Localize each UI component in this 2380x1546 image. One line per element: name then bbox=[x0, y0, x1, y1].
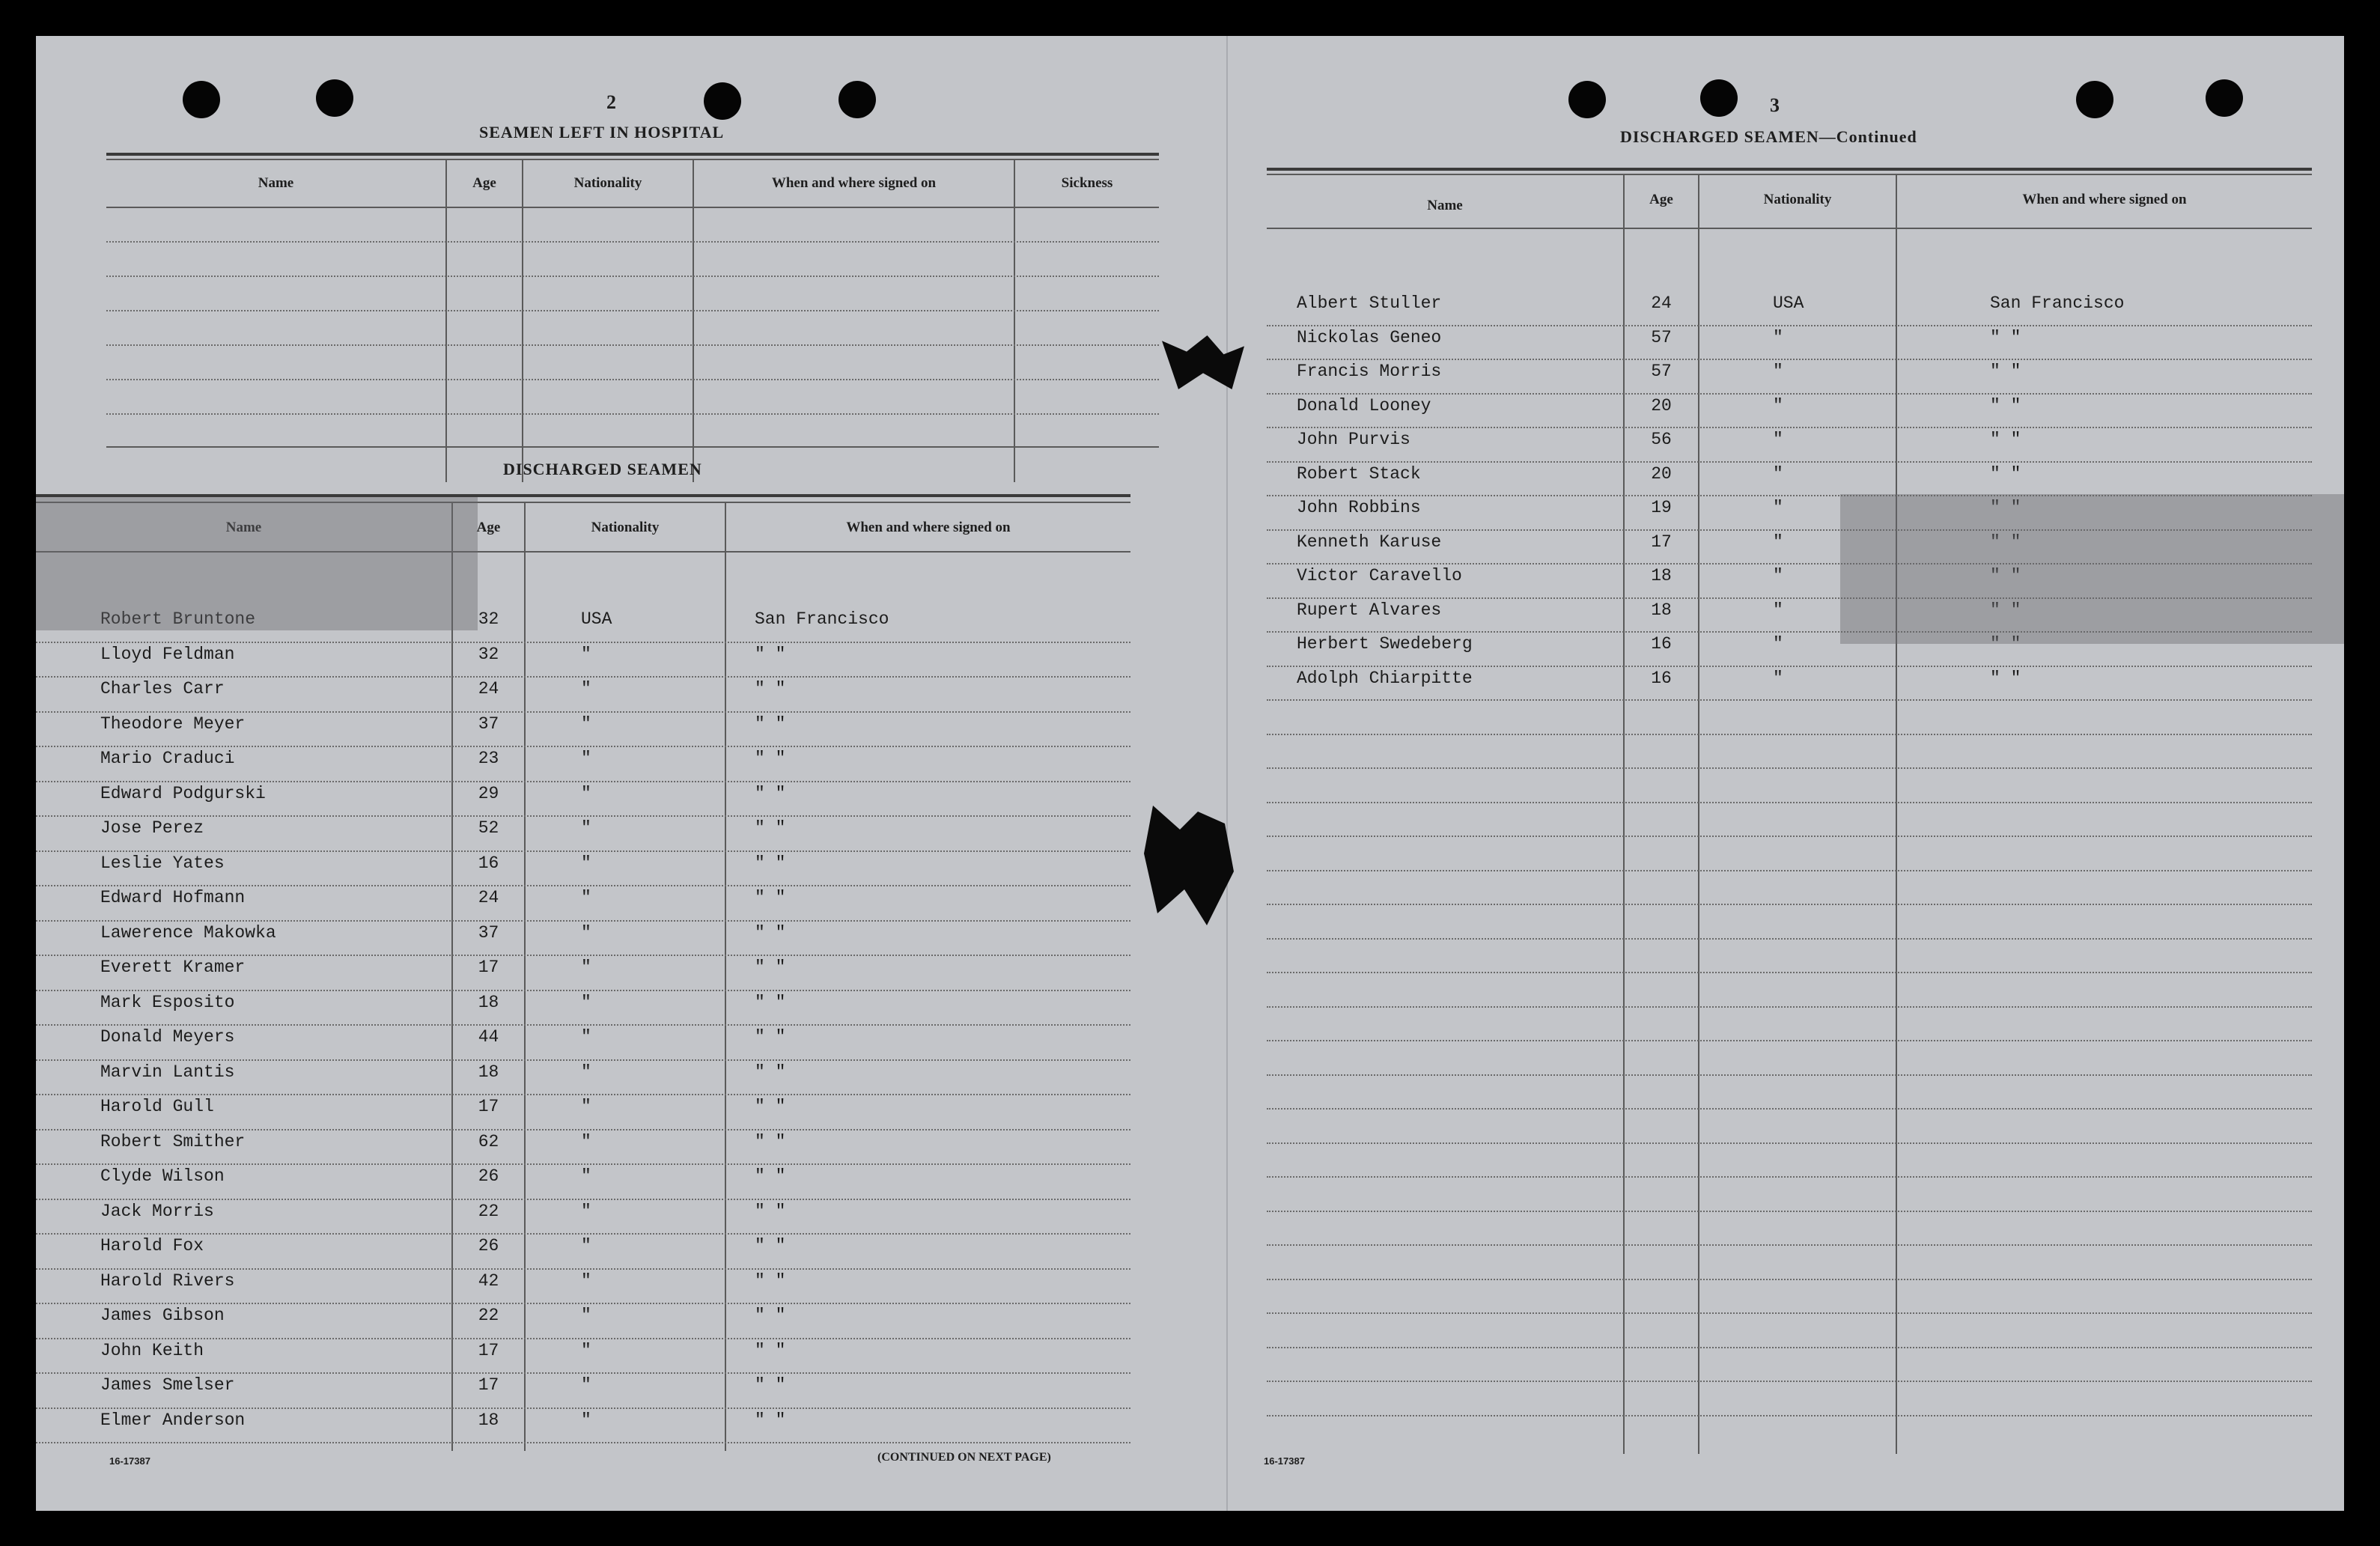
seaman-name: Jack Morris bbox=[100, 1201, 214, 1221]
seaman-signed-on: " " bbox=[1990, 362, 2021, 381]
seaman-name: Victor Caravello bbox=[1297, 566, 1462, 585]
seaman-name: Harold Fox bbox=[100, 1236, 204, 1256]
seaman-name: Francis Morris bbox=[1297, 362, 1442, 381]
seaman-age: 29 bbox=[478, 783, 499, 803]
column-header-age: Age bbox=[472, 175, 496, 191]
seaman-name: Leslie Yates bbox=[100, 853, 225, 873]
page-number: 3 bbox=[1770, 94, 1780, 116]
seaman-age: 16 bbox=[1651, 634, 1672, 654]
seaman-name: Mario Craduci bbox=[100, 749, 235, 768]
seaman-nationality: " bbox=[581, 1131, 591, 1151]
seaman-nationality: " bbox=[1773, 395, 1783, 416]
seaman-age: 19 bbox=[1651, 498, 1672, 517]
ruled-line bbox=[1267, 972, 2312, 973]
seaman-age: 57 bbox=[1651, 327, 1672, 347]
seaman-age: 22 bbox=[478, 1201, 499, 1221]
seaman-name: Herbert Swedeberg bbox=[1297, 634, 1473, 654]
ruled-line bbox=[1267, 1244, 2312, 1246]
table-row bbox=[1267, 359, 2312, 389]
seaman-age: 16 bbox=[478, 853, 499, 873]
table-row bbox=[36, 990, 1130, 1020]
seaman-nationality: " bbox=[581, 1201, 591, 1221]
seaman-nationality: " bbox=[581, 818, 591, 838]
seaman-signed-on: " " bbox=[755, 818, 786, 838]
seaman-name: John Robbins bbox=[1297, 498, 1421, 517]
punch-hole bbox=[1700, 79, 1738, 117]
seaman-age: 17 bbox=[478, 1097, 499, 1116]
seaman-name: Theodore Meyer bbox=[100, 713, 246, 734]
column-header-signed-on: When and where signed on bbox=[2022, 192, 2187, 207]
seaman-signed-on: " " bbox=[755, 1375, 786, 1395]
seaman-age: 57 bbox=[1651, 362, 1672, 381]
table-row bbox=[36, 1233, 1130, 1263]
ruled-line bbox=[1267, 1176, 2312, 1178]
seaman-name: Lawerence Makowka bbox=[100, 922, 276, 943]
table-row bbox=[1267, 461, 2312, 491]
seaman-age: 18 bbox=[478, 1410, 499, 1430]
ruled-line bbox=[1267, 699, 2312, 701]
seaman-nationality: " bbox=[581, 679, 591, 699]
page-number: 2 bbox=[606, 91, 616, 113]
seaman-name: Elmer Anderson bbox=[100, 1410, 246, 1430]
seaman-nationality: " bbox=[1773, 430, 1783, 449]
seaman-age: 37 bbox=[478, 922, 499, 943]
table-row bbox=[1267, 325, 2312, 355]
discharged-table-right bbox=[1267, 168, 2312, 1470]
column-header-signed-on: When and where signed on bbox=[846, 520, 1011, 535]
seaman-age: 18 bbox=[478, 1062, 499, 1082]
seaman-name: Nickolas Geneo bbox=[1297, 327, 1442, 347]
ruled-line bbox=[1267, 1211, 2312, 1212]
seaman-age: 24 bbox=[1651, 293, 1672, 313]
seaman-signed-on: " " bbox=[755, 1340, 786, 1360]
ledger-sheet bbox=[36, 36, 2344, 1511]
ruled-line bbox=[1267, 1312, 2312, 1314]
punch-hole bbox=[2076, 81, 2113, 118]
table-row bbox=[1267, 666, 2312, 696]
seaman-name: Jose Perez bbox=[100, 818, 204, 838]
seaman-age: 17 bbox=[478, 1340, 499, 1360]
seaman-nationality: " bbox=[1773, 634, 1783, 654]
seaman-signed-on: " " bbox=[755, 958, 786, 977]
seaman-signed-on: " " bbox=[1990, 430, 2021, 449]
seaman-nationality: " bbox=[581, 958, 591, 977]
seaman-signed-on: " " bbox=[1990, 498, 2021, 517]
seaman-age: 56 bbox=[1651, 430, 1672, 449]
seaman-nationality: " bbox=[1773, 600, 1783, 620]
seaman-signed-on: " " bbox=[755, 1306, 786, 1325]
seaman-age: 42 bbox=[478, 1270, 499, 1291]
ruled-line bbox=[1267, 1142, 2312, 1144]
tape-strip bbox=[1840, 494, 2344, 644]
punch-hole bbox=[183, 81, 220, 118]
table-row bbox=[1267, 393, 2312, 423]
seaman-name: Clyde Wilson bbox=[100, 1166, 225, 1186]
column-header-name: Name bbox=[1427, 198, 1463, 213]
seaman-nationality: " bbox=[581, 783, 591, 803]
table-row bbox=[36, 711, 1130, 741]
seaman-nationality: USA bbox=[581, 609, 612, 629]
seaman-nationality: " bbox=[1773, 668, 1783, 688]
seaman-signed-on: " " bbox=[1990, 463, 2021, 484]
seaman-signed-on: " " bbox=[755, 922, 786, 943]
seaman-name: James Smelser bbox=[100, 1375, 235, 1395]
punch-hole bbox=[316, 79, 353, 117]
table-row bbox=[36, 1268, 1130, 1298]
seaman-age: 32 bbox=[478, 609, 499, 629]
punch-hole bbox=[2206, 79, 2243, 117]
punch-hole bbox=[704, 82, 741, 120]
table-row bbox=[36, 885, 1130, 915]
table-row bbox=[36, 1024, 1130, 1054]
column-header-nationality: Nationality bbox=[1763, 192, 1832, 207]
ruled-line bbox=[1267, 904, 2312, 905]
seaman-name: Marvin Lantis bbox=[100, 1062, 235, 1082]
seaman-age: 17 bbox=[478, 958, 499, 977]
seaman-age: 52 bbox=[478, 818, 499, 838]
seaman-signed-on: " " bbox=[755, 992, 786, 1012]
column-header-nationality: Nationality bbox=[591, 520, 660, 535]
hospital-table bbox=[106, 153, 1159, 482]
seaman-signed-on: " " bbox=[755, 853, 786, 873]
seaman-name: Adolph Chiarpitte bbox=[1297, 668, 1473, 688]
seaman-nationality: " bbox=[581, 1340, 591, 1360]
seaman-signed-on: " " bbox=[755, 644, 786, 664]
seaman-signed-on: San Francisco bbox=[755, 609, 889, 629]
seaman-name: James Gibson bbox=[100, 1306, 225, 1325]
seaman-signed-on: " " bbox=[755, 783, 786, 803]
seaman-nationality: " bbox=[581, 992, 591, 1012]
seaman-nationality: " bbox=[581, 1375, 591, 1395]
seaman-signed-on: " " bbox=[755, 1201, 786, 1221]
seaman-name: Edward Podgurski bbox=[100, 783, 266, 803]
seaman-nationality: " bbox=[1773, 498, 1783, 517]
paper-damage bbox=[1144, 806, 1234, 925]
seaman-nationality: " bbox=[581, 888, 591, 907]
seaman-name: Rupert Alvares bbox=[1297, 600, 1442, 620]
seaman-signed-on: San Francisco bbox=[1990, 293, 2125, 313]
center-fold bbox=[1226, 36, 1228, 1511]
seaman-nationality: " bbox=[581, 1236, 591, 1256]
seaman-nationality: " bbox=[581, 1166, 591, 1186]
ruled-line bbox=[36, 1442, 1130, 1443]
seaman-nationality: " bbox=[581, 1410, 591, 1430]
seaman-name: Donald Meyers bbox=[100, 1027, 235, 1047]
ruled-line bbox=[1267, 938, 2312, 940]
ruled-line bbox=[1267, 802, 2312, 803]
tape-strip bbox=[36, 497, 478, 630]
seaman-signed-on: " " bbox=[755, 888, 786, 907]
seaman-nationality: " bbox=[581, 853, 591, 873]
seaman-nationality: " bbox=[581, 1270, 591, 1291]
table-row bbox=[36, 1303, 1130, 1333]
table-row bbox=[36, 781, 1130, 811]
seaman-signed-on: " " bbox=[755, 749, 786, 768]
seaman-nationality: " bbox=[581, 1306, 591, 1325]
form-number: 16-17387 bbox=[1264, 1455, 1305, 1467]
seaman-name: Harold Rivers bbox=[100, 1270, 235, 1291]
seaman-signed-on: " " bbox=[755, 679, 786, 699]
table-row bbox=[36, 1199, 1130, 1229]
column-header-sickness: Sickness bbox=[1061, 175, 1113, 191]
seaman-age: 18 bbox=[1651, 600, 1672, 620]
ruled-line bbox=[1267, 1006, 2312, 1008]
seaman-signed-on: " " bbox=[755, 1097, 786, 1116]
seaman-age: 20 bbox=[1651, 463, 1672, 484]
seaman-nationality: " bbox=[581, 749, 591, 768]
hospital-section-title: SEAMEN LEFT IN HOSPITAL bbox=[479, 123, 725, 141]
punch-hole bbox=[839, 81, 876, 118]
seaman-name: Harold Gull bbox=[100, 1097, 214, 1116]
seaman-age: 23 bbox=[478, 749, 499, 768]
column-header-name: Name bbox=[225, 520, 262, 535]
discharged-section-title: DISCHARGED SEAMEN bbox=[503, 460, 702, 478]
seaman-age: 20 bbox=[1651, 395, 1672, 416]
seaman-age: 26 bbox=[478, 1236, 499, 1256]
seaman-age: 18 bbox=[478, 992, 499, 1012]
seaman-signed-on: " " bbox=[755, 1166, 786, 1186]
seaman-signed-on: " " bbox=[755, 1410, 786, 1430]
seaman-signed-on: " " bbox=[755, 713, 786, 734]
seaman-name: Kenneth Karuse bbox=[1297, 532, 1442, 552]
seaman-nationality: " bbox=[581, 1097, 591, 1116]
table-row bbox=[36, 1338, 1130, 1368]
seaman-signed-on: " " bbox=[1990, 600, 2021, 620]
seaman-signed-on: " " bbox=[755, 1270, 786, 1291]
table-row bbox=[36, 1059, 1130, 1089]
ruled-line bbox=[1267, 1381, 2312, 1382]
ruled-line bbox=[1267, 1279, 2312, 1280]
table-row bbox=[36, 746, 1130, 776]
table-row bbox=[36, 642, 1130, 672]
table-row bbox=[36, 1163, 1130, 1193]
seaman-nationality: " bbox=[581, 1027, 591, 1047]
table-row bbox=[1267, 290, 2312, 320]
table-row bbox=[36, 815, 1130, 845]
seaman-name: Edward Hofmann bbox=[100, 888, 246, 907]
punch-hole bbox=[1568, 81, 1606, 118]
seaman-signed-on: " " bbox=[755, 1131, 786, 1151]
ruled-line bbox=[1267, 870, 2312, 871]
column-header-nationality: Nationality bbox=[573, 175, 642, 191]
seaman-nationality: " bbox=[581, 644, 591, 664]
seaman-name: Robert Stack bbox=[1297, 463, 1421, 484]
seaman-name: Everett Kramer bbox=[100, 958, 246, 977]
seaman-signed-on: " " bbox=[755, 1236, 786, 1256]
seaman-signed-on: " " bbox=[1990, 634, 2021, 654]
ruled-line bbox=[1267, 1415, 2312, 1416]
table-row bbox=[36, 1372, 1130, 1402]
seaman-name: Mark Esposito bbox=[100, 992, 235, 1012]
table-row bbox=[36, 920, 1130, 950]
seaman-name: Charles Carr bbox=[100, 679, 225, 699]
column-header-age: Age bbox=[476, 520, 501, 535]
seaman-age: 17 bbox=[478, 1375, 499, 1395]
seaman-name: Robert Smither bbox=[100, 1131, 246, 1151]
seaman-name: Lloyd Feldman bbox=[100, 644, 235, 664]
seaman-age: 22 bbox=[478, 1306, 499, 1325]
seaman-age: 16 bbox=[1651, 668, 1672, 688]
seaman-nationality: " bbox=[581, 1062, 591, 1082]
table-row bbox=[36, 955, 1130, 984]
seaman-signed-on: " " bbox=[1990, 395, 2021, 416]
seaman-nationality: USA bbox=[1773, 293, 1804, 313]
seaman-signed-on: " " bbox=[1990, 327, 2021, 347]
table-row bbox=[36, 676, 1130, 706]
seaman-name: Albert Stuller bbox=[1297, 293, 1442, 313]
seaman-age: 44 bbox=[478, 1027, 499, 1047]
column-header-age: Age bbox=[1649, 192, 1673, 207]
seaman-age: 18 bbox=[1651, 566, 1672, 585]
discharged-section-title: DISCHARGED SEAMEN—Continued bbox=[1620, 127, 1917, 146]
seaman-signed-on: " " bbox=[755, 1027, 786, 1047]
column-header-name: Name bbox=[258, 175, 294, 191]
paper-damage bbox=[1162, 335, 1244, 389]
seaman-nationality: " bbox=[1773, 463, 1783, 484]
seaman-signed-on: " " bbox=[1990, 668, 2021, 688]
form-number: 16-17387 bbox=[109, 1455, 150, 1467]
ruled-line bbox=[1267, 1074, 2312, 1076]
continued-note: (CONTINUED ON NEXT PAGE) bbox=[877, 1451, 1051, 1464]
table-row bbox=[36, 850, 1130, 880]
seaman-age: 17 bbox=[1651, 532, 1672, 552]
table-row bbox=[36, 1407, 1130, 1437]
seaman-name: John Keith bbox=[100, 1340, 204, 1360]
seaman-age: 24 bbox=[478, 888, 499, 907]
seaman-age: 32 bbox=[478, 644, 499, 664]
seaman-nationality: " bbox=[1773, 566, 1783, 585]
seaman-name: Donald Looney bbox=[1297, 395, 1431, 416]
seaman-age: 26 bbox=[478, 1166, 499, 1186]
discharged-table-left bbox=[36, 494, 1130, 1467]
ruled-line bbox=[1267, 1347, 2312, 1348]
seaman-age: 37 bbox=[478, 713, 499, 734]
table-row bbox=[36, 1094, 1130, 1124]
seaman-nationality: " bbox=[1773, 362, 1783, 381]
ruled-line bbox=[1267, 1040, 2312, 1041]
table-row bbox=[36, 1129, 1130, 1159]
ruled-line bbox=[1267, 734, 2312, 735]
column-header-signed-on: When and where signed on bbox=[771, 175, 937, 191]
seaman-name: Robert Bruntone bbox=[100, 609, 256, 629]
seaman-signed-on: " " bbox=[1990, 532, 2021, 552]
seaman-nationality: " bbox=[1773, 532, 1783, 552]
seaman-age: 24 bbox=[478, 679, 499, 699]
ruled-line bbox=[1267, 767, 2312, 769]
seaman-nationality: " bbox=[581, 922, 591, 943]
seaman-nationality: " bbox=[1773, 327, 1783, 347]
ruled-line bbox=[1267, 1108, 2312, 1110]
seaman-signed-on: " " bbox=[1990, 566, 2021, 585]
seaman-nationality: " bbox=[581, 713, 591, 734]
seaman-signed-on: " " bbox=[755, 1062, 786, 1082]
table-row bbox=[1267, 427, 2312, 457]
seaman-name: John Purvis bbox=[1297, 430, 1410, 449]
ruled-line bbox=[1267, 836, 2312, 837]
seaman-age: 62 bbox=[478, 1131, 499, 1151]
